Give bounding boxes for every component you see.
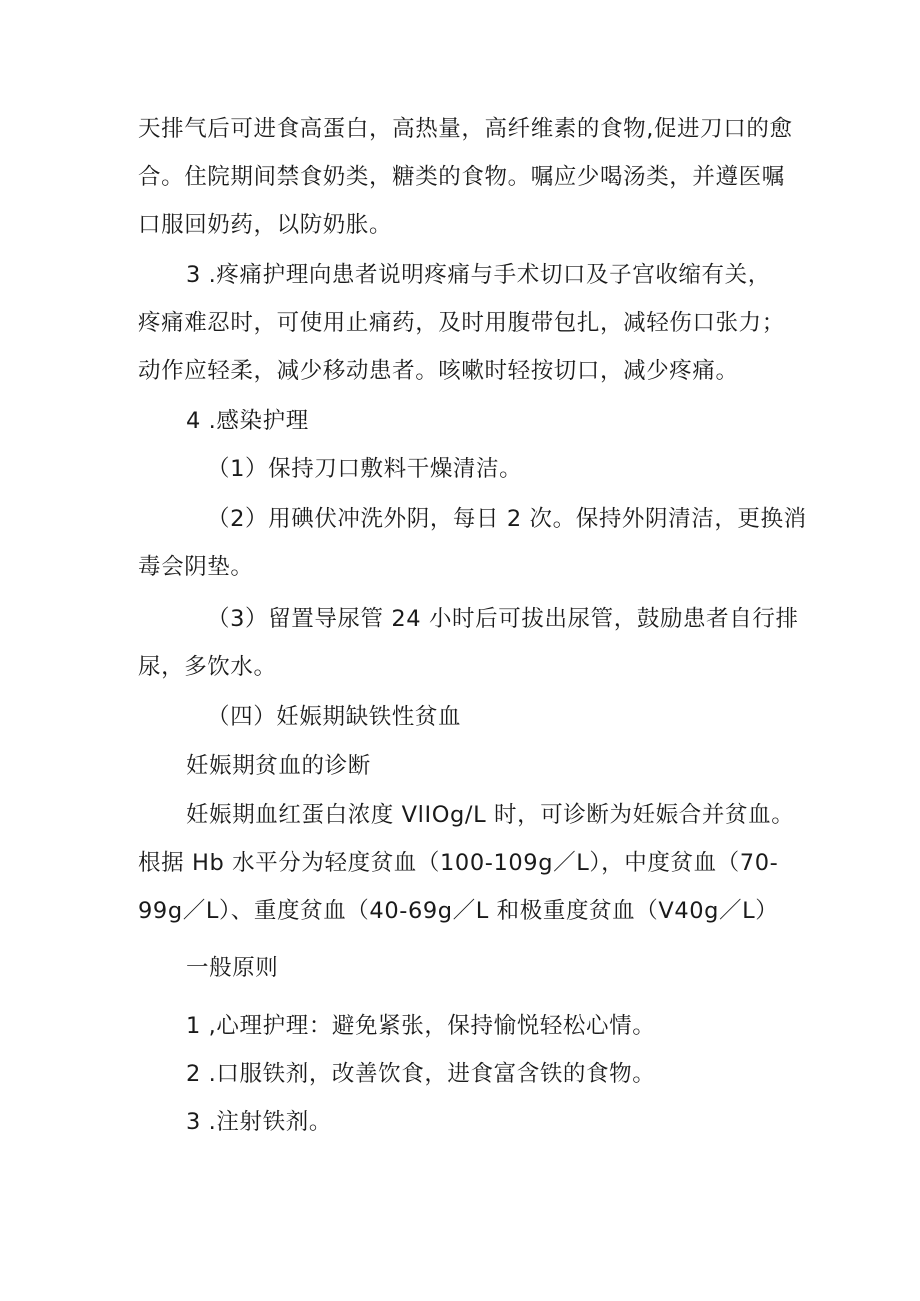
text-line: 根据 Hb 水平分为轻度贫血（100-109g／L），中度贫血（70- <box>138 850 779 876</box>
text-line: 合。住院期间禁食奶类，糖类的食物。嘱应少喝汤类，并遵医嘱 <box>138 164 785 190</box>
subsection-heading: 一般原则 <box>186 955 279 981</box>
text-line: 毒会阴垫。 <box>138 554 254 580</box>
text-line: 动作应轻柔，减少移动患者。咳嗽时轻按切口，减少疼痛。 <box>138 358 739 384</box>
text-line: （3）留置导尿管 24 小时后可拔出尿管，鼓励患者自行排 <box>207 606 799 632</box>
text-line: 天排气后可进食高蛋白，高热量，高纤维素的食物,促进刀口的愈 <box>138 116 793 142</box>
text-line: 99g／L）、重度贫血（40-69g／L 和极重度贫血（V40g／L） <box>138 898 779 924</box>
text-line: 口服回奶药，以防奶胀。 <box>138 212 393 238</box>
section-heading: 4 .感染护理 <box>186 408 309 434</box>
text-line: 3 .注射铁剂。 <box>186 1109 332 1135</box>
text-line: 1 ,心理护理：避免紧张，保持愉悦轻松心情。 <box>186 1013 656 1039</box>
subsection-heading: 妊娠期贫血的诊断 <box>186 753 371 779</box>
text-line: 3 .疼痛护理向患者说明疼痛与手术切口及子宫收缩有关， <box>186 262 771 288</box>
text-line: （2）用碘伏冲洗外阴，每日 2 次。保持外阴清洁，更换消 <box>207 506 807 532</box>
text-line: 妊娠期血红蛋白浓度 VlIOg/L 时，可诊断为妊娠合并贫血。 <box>186 802 795 828</box>
text-line: 尿，多饮水。 <box>138 654 277 680</box>
text-line: 2 .口服铁剂，改善饮食，进食富含铁的食物。 <box>186 1061 656 1087</box>
text-line: （1）保持刀口敷料干燥清洁。 <box>207 456 523 482</box>
section-heading: （四）妊娠期缺铁性贫血 <box>207 704 462 730</box>
text-line: 疼痛难忍时，可使用止痛药，及时用腹带包扎，减轻伤口张力； <box>138 310 785 336</box>
